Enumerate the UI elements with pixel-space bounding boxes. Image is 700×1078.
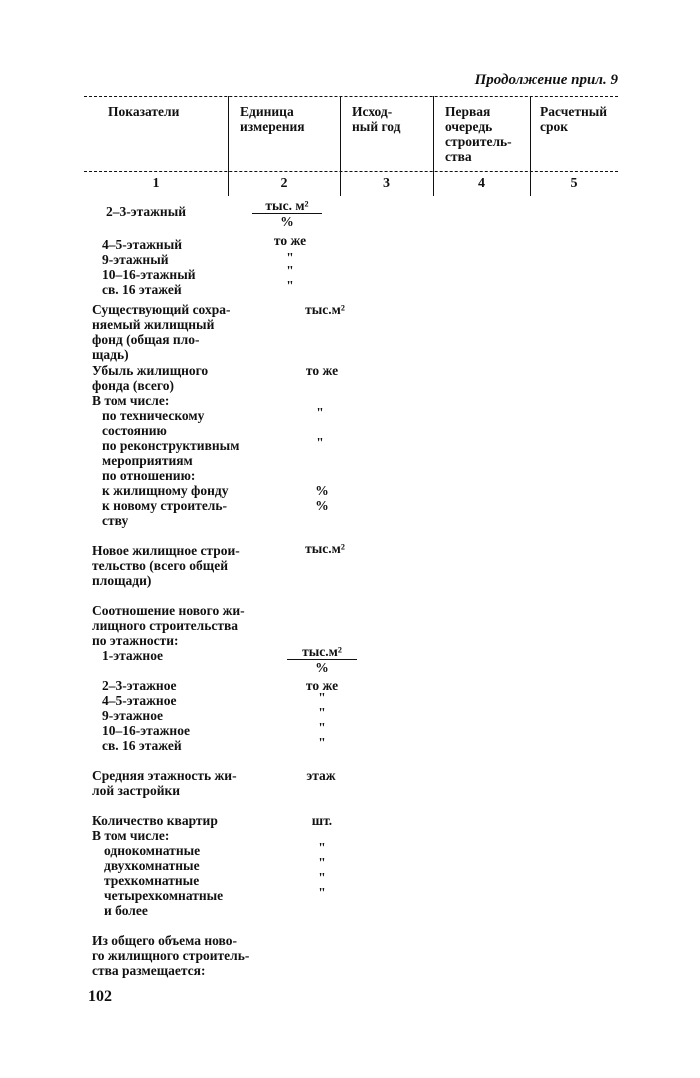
col-number-1: 1 <box>152 176 160 191</box>
col-number-2: 2 <box>280 176 288 191</box>
row-4-5-floor: 4–5-этажный <box>102 237 183 252</box>
row-including: В том числе: <box>92 393 170 408</box>
unit-ditto: " <box>316 405 324 420</box>
unit-percent: % <box>315 483 329 498</box>
continuation-label: Продолжение прил. 9 <box>474 72 618 88</box>
row-10-16-floor: 10–16-этажный <box>102 267 196 282</box>
unit-fraction-2: тыс.м² % <box>287 644 357 675</box>
row-relation: по отношению: <box>102 468 196 483</box>
row-existing-fund: Существующий сохра- няемый жилищный фонд (общая пло- щадь) <box>92 302 231 362</box>
unit-thousand-m2: тыс.м² <box>305 302 345 317</box>
page-number: 102 <box>88 988 112 1005</box>
row-reconstruction: по реконструктивным мероприятиям <box>102 438 240 468</box>
unit-same: то же <box>305 363 339 378</box>
row-average-floors: Средняя этажность жи- лой застройки <box>92 768 237 798</box>
unit-pieces: шт. <box>311 813 333 828</box>
unit-ditto: " <box>318 870 326 885</box>
unit-ditto: " <box>318 885 326 900</box>
unit-ditto: " <box>318 720 326 735</box>
header-col5: Расчетный срок <box>540 104 608 134</box>
header-bottom-rule <box>84 171 618 172</box>
row-apartment-count: Количество квартир <box>92 813 218 828</box>
row-fund-loss: Убыль жилищного фонда (всего) <box>92 363 209 393</box>
row-including-2: В том числе: <box>92 828 170 843</box>
unit-ditto: " <box>286 250 294 265</box>
row-ratio-by-floors: Соотношение нового жи- лищного строительства по этажности: <box>92 603 245 648</box>
col-number-3: 3 <box>383 176 390 191</box>
row-10-16-storey: 10–16-этажное <box>102 723 190 738</box>
unit-fraction-1: тыс. м² % <box>252 198 322 229</box>
row-9-storey: 9-этажное <box>102 708 163 723</box>
unit-ditto: " <box>316 435 324 450</box>
unit-ditto: " <box>286 278 294 293</box>
row-to-new-construction: к новому строитель- ству <box>102 498 228 528</box>
row-one-room: однокомнатные <box>104 843 201 858</box>
header-top-rule <box>84 96 618 97</box>
unit-ditto: " <box>318 840 326 855</box>
unit-thousand-m2: тыс.м² <box>305 541 345 556</box>
col-number-5: 5 <box>570 176 578 191</box>
row-to-housing-fund: к жилищному фонду <box>102 483 229 498</box>
unit-same: то же <box>273 233 307 248</box>
header-col1: Показатели <box>108 104 180 119</box>
row-1-floor: 1-этажное <box>102 648 163 663</box>
header-col4: Первая очередь строитель- ства <box>445 104 512 164</box>
unit-floor: этаж <box>306 768 336 783</box>
row-9-floor: 9-этажный <box>102 252 169 267</box>
row-technical-condition: по техническому состоянию <box>102 408 205 438</box>
col-number-4: 4 <box>478 176 485 191</box>
unit-ditto: " <box>318 705 326 720</box>
unit-percent: % <box>315 498 329 513</box>
row-2-3-storey: 2–3-этажное <box>102 678 177 693</box>
row-three-room: трехкомнатные <box>104 873 200 888</box>
header-col2: Единица измерения <box>240 104 305 134</box>
row-over-16-floor: св. 16 этажей <box>102 282 182 297</box>
row-over-16-storey: св. 16 этажей <box>102 738 182 753</box>
unit-ditto: " <box>318 855 326 870</box>
unit-same: то же <box>305 678 339 693</box>
row-two-room: двухкомнатные <box>104 858 200 873</box>
row-placement: Из общего объема ново- го жилищного строитель- ства размещается: <box>92 933 250 978</box>
row-4-5-storey: 4–5-этажное <box>102 693 177 708</box>
unit-ditto: " <box>318 690 326 705</box>
unit-ditto: " <box>318 735 326 750</box>
row-four-room: четырехкомнатные и более <box>104 888 224 918</box>
unit-ditto: " <box>286 263 294 278</box>
row-new-construction: Новое жилищное строи- тельство (всего общей площади) <box>92 543 240 588</box>
header-col3: Исход- ный год <box>352 104 401 134</box>
row-2-3-floor: 2–3-этажный <box>106 204 187 219</box>
